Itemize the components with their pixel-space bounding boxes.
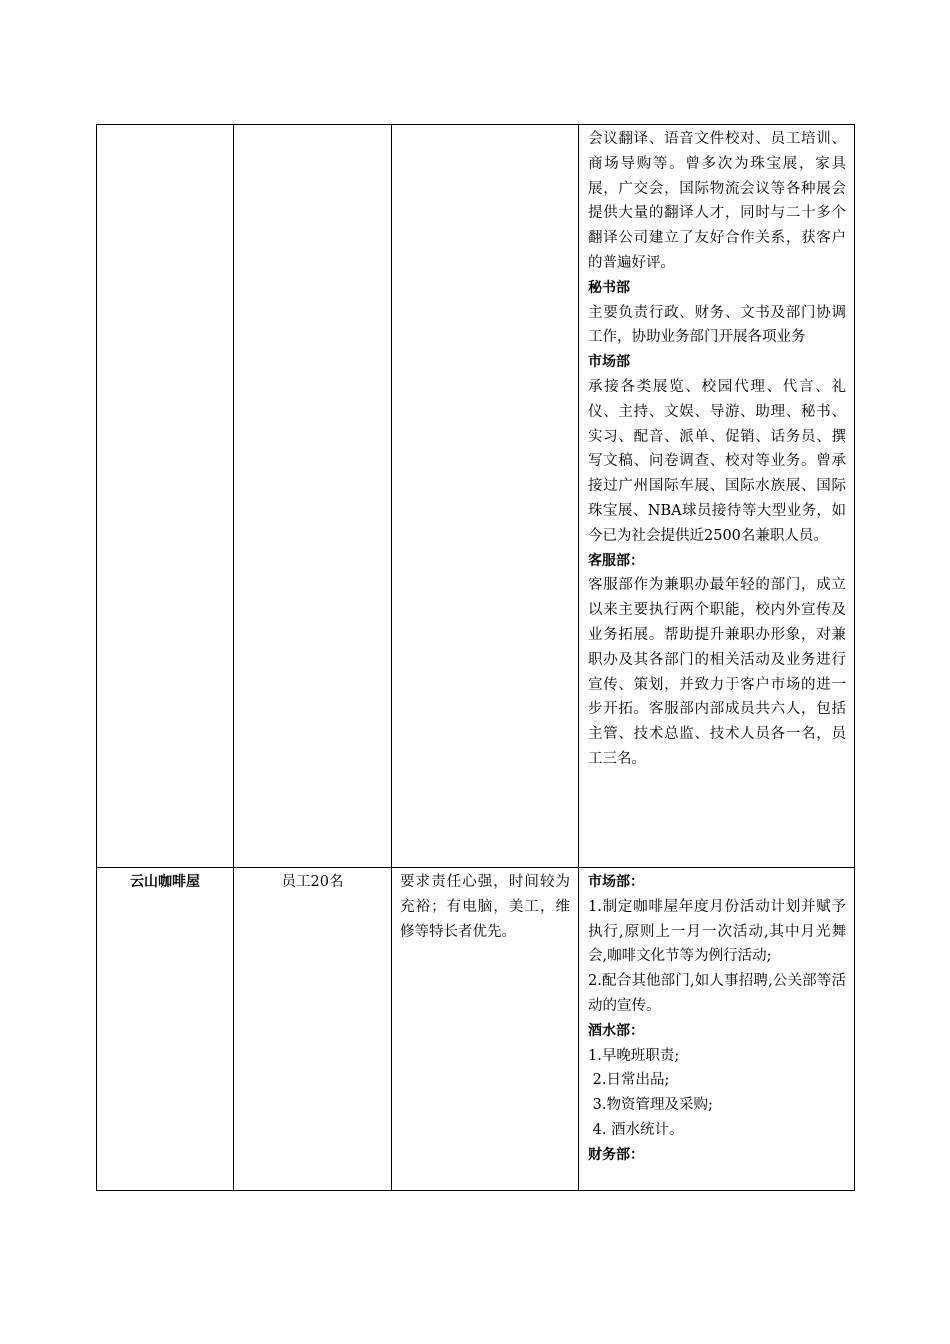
list-item: 2.配合其他部门,如人事招聘,公关部等活动的宣传。 xyxy=(588,973,846,1014)
section-heading: 市场部 xyxy=(588,354,630,371)
section-heading: 秘书部 xyxy=(588,279,630,296)
section-text: 客服部作为兼职办最年轻的部门，成立以来主要执行两个职能，校内外宣传及业务拓展。帮助提升兼职办形象，对兼职办及其各部门的相关活动及业务进行宣传、策划，并致力于客户市场的进一步开拓。客服部内部成员共六人，包括主管、技术总监、技术人员各一名，员工三名。 xyxy=(588,577,846,767)
section-heading: 市场部： xyxy=(588,874,644,890)
list-item: 1.早晚班职责; xyxy=(588,1047,680,1064)
list-item: 1.制定咖啡屋年度月份活动计划并赋予执行,原则上一月一次活动,其中月光舞会,咖啡文化节等为例行活动; xyxy=(588,898,846,965)
section-text: 主要负责行政、财务、文书及部门协调工作，协助业务部门开展各项业务 xyxy=(588,304,846,346)
list-item: 2.日常出品; xyxy=(588,1072,670,1089)
table-cell-name xyxy=(97,125,234,868)
table-cell-name xyxy=(97,868,234,1191)
requirements: 要求责任心强，时间较为充裕；有电脑，美工，维修等特长者优先。 xyxy=(400,874,570,940)
section-heading: 客服部： xyxy=(588,552,644,569)
intro-text: 会议翻译、语音文件校对、员工培训、商场导购等。曾多次为珠宝展，家具展，广交会，国际物流会议等各种展会提供大量的翻译人才，同时与二十多个翻译公司建立了友好合作关系，获客户的普遍好评。 xyxy=(588,131,846,271)
table-cell-departments xyxy=(579,868,855,1191)
org-name: 云山咖啡屋 xyxy=(130,874,200,890)
staff-count: 员工20名 xyxy=(281,874,344,890)
table-row xyxy=(97,868,855,1191)
info-table xyxy=(96,124,855,1191)
section-text: 承接各类展览、校园代理、代言、礼仪、主持、文娱、导游、助理、秘书、实习、配音、派单、促销、话务员、撰写文稿、问卷调查、校对等业务。曾承接过广州国际车展、国际水族展、国际珠宝展、NBA球员接待等大型业务，如今已为社会提供近2500名兼职人员。 xyxy=(588,378,846,544)
table-cell-departments xyxy=(579,125,855,868)
table-row xyxy=(97,125,855,868)
org-name xyxy=(97,125,233,127)
list-item: 3.物资管理及采购; xyxy=(588,1097,713,1114)
table-cell-requirements xyxy=(392,125,579,868)
requirements xyxy=(392,125,578,127)
table-cell-staff xyxy=(234,868,392,1191)
list-item: 4. 酒水统计。 xyxy=(588,1121,684,1138)
table-cell-requirements xyxy=(392,868,579,1191)
section-heading: 财务部： xyxy=(588,1146,644,1163)
staff-count xyxy=(234,125,391,127)
table-cell-staff xyxy=(234,125,392,868)
section-heading: 酒水部： xyxy=(588,1022,644,1039)
